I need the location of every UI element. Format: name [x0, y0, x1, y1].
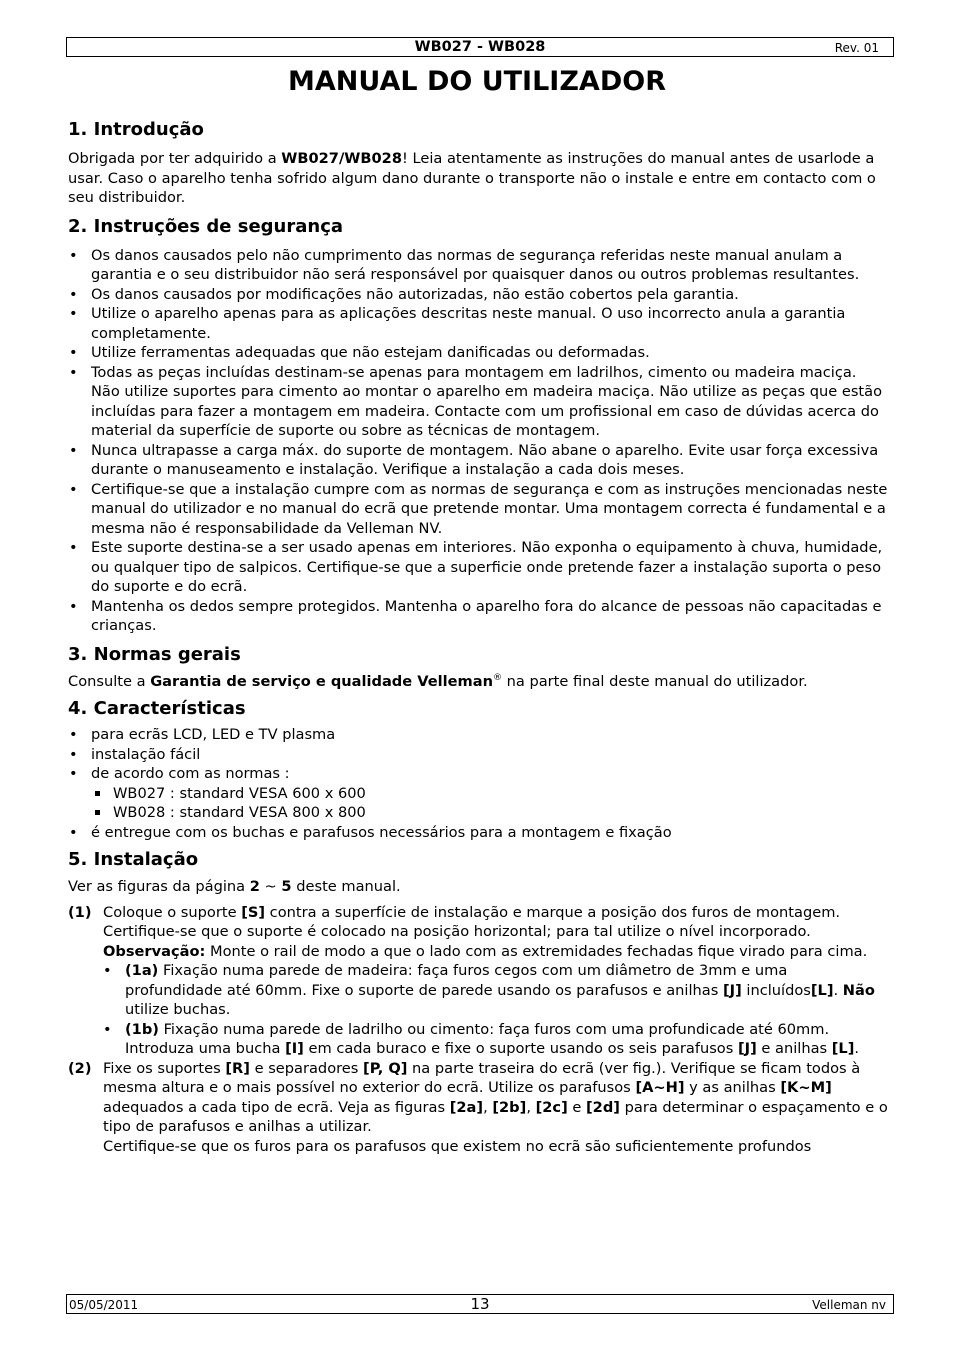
part-ref: [L]: [810, 981, 834, 999]
text: ~: [259, 878, 282, 895]
list-item: • Utilize o aparelho apenas para as aplicações descritas neste manual. O uso incorrecto anula a garantia completamente.: [68, 304, 888, 343]
header-revision: Rev. 01: [834, 41, 879, 55]
figure-ref: [2b]: [492, 1098, 527, 1116]
text: ,: [483, 1098, 493, 1116]
page-ref: 2: [249, 878, 260, 895]
text: para determinar o espaçamento e o tipo de parafusos e anilhas a utilizar.: [103, 1098, 888, 1135]
text: .: [833, 981, 843, 999]
text: Coloque o suporte: [103, 903, 242, 921]
substep-label: (1a): [125, 962, 159, 979]
list-item: • Os danos causados pelo não cumprimento das normas de segurança referidas neste manual anulam a garantia e o seu distribuidor não será responsável por quaisquer danos ou outros problemas resultantes.: [68, 246, 888, 285]
substep-list: [103, 961, 888, 1059]
substep-1b: [103, 1020, 888, 1059]
section-heading-safety: 2. Instruções de segurança: [68, 215, 344, 237]
features-list: [68, 725, 888, 784]
text: na parte final deste manual do utilizador.: [501, 672, 808, 690]
text: Obrigada por ter adquirido a: [68, 150, 282, 167]
figure-ref: [2a]: [449, 1098, 484, 1116]
list-item: • Certifique-se que a instalação cumpre com as normas de segurança e com as instruções mencionadas neste manual do utilizador e no manual do ecrã que pretende montar. Uma montagem correcta é fundamental e a mesma não é responsabilidade da Velleman NV.: [68, 480, 888, 539]
text: Fixação numa parede de madeira: faça furos cegos com um diâmetro de 3mm e uma profundidade até 60mm. Fixe o suporte de parede usando os parafusos e anilhas: [125, 962, 788, 999]
warranty-title: Garantia de serviço e qualidade Velleman: [150, 672, 493, 690]
registered-mark: ®: [492, 672, 502, 683]
standards-list: [68, 784, 888, 823]
list-item: • Mantenha os dedos sempre protegidos. Mantenha o aparelho fora do alcance de pessoas não capacitadas e crianças.: [68, 597, 888, 636]
section-heading-general: 3. Normas gerais: [68, 643, 241, 665]
text: .: [854, 1040, 860, 1057]
text: contra a superfície de instalação e marque a posição dos furos de montagem. Certifique-se que o suporte é colocado na posição horizontal; para tal utilize o nível incorporado.: [103, 903, 841, 940]
page-footer: [66, 1294, 894, 1314]
substep-label: (1b): [125, 1020, 159, 1038]
page-ref: 5: [281, 878, 292, 895]
text: e anilhas: [756, 1040, 832, 1057]
text: y as anilhas: [684, 1079, 781, 1096]
emphasis: Não: [842, 981, 875, 999]
part-ref: [J]: [737, 1040, 757, 1057]
figure-ref: [2d]: [586, 1098, 620, 1116]
product-code: WB027/WB028: [281, 150, 402, 167]
safety-list: [68, 246, 888, 636]
list-item: • de acordo com as normas :: [68, 764, 888, 784]
page-header: [66, 37, 894, 57]
step-text: [103, 1059, 888, 1137]
part-ref: [K~M]: [780, 1079, 832, 1096]
note-label: Observação:: [103, 942, 206, 960]
part-ref: [P, Q]: [363, 1059, 408, 1077]
header-model: WB027 - WB028: [414, 39, 546, 55]
observation-note: [103, 942, 888, 962]
part-ref: [S]: [241, 903, 266, 921]
footer-company: Velleman nv: [812, 1298, 886, 1312]
figure-ref: [2c]: [535, 1098, 568, 1116]
text: utilize buchas.: [125, 1001, 231, 1018]
features-list-end: [68, 823, 888, 843]
text: Consulte a: [68, 672, 151, 690]
intro-paragraph: [68, 149, 888, 208]
section-heading-intro: 1. Introdução: [68, 119, 204, 140]
document-body: [68, 119, 888, 1156]
list-item: WB028 : standard VESA 800 x 800: [68, 803, 888, 823]
part-ref: [L]: [831, 1040, 855, 1057]
text: e: [567, 1098, 587, 1116]
step-number: (1): [68, 903, 92, 921]
install-intro: [68, 877, 888, 897]
text: na parte traseira do ecrã (ver fig.). Verifique se ficam todos à mesma altura e o mais possível no exterior do ecrã. Utilize os parafusos: [103, 1059, 861, 1096]
part-ref: [J]: [722, 981, 742, 999]
part-ref: [A~H]: [635, 1079, 685, 1096]
footer-date: 05/05/2011: [69, 1298, 139, 1312]
list-item: • Todas as peças incluídas destinam-se apenas para montagem em ladrilhos, cimento ou madeira maciça. Não utilize suportes para cimento ao montar o aparelho em madeira maciça. Não utilize as peças que estão incluídas para fazer a montagem em madeira. Contacte com um profissional em caso de dúvidas acerca do material da superfície de suporte ou sobre as técnicas de montagem.: [68, 363, 888, 441]
list-item: • Nunca ultrapasse a carga máx. do suporte de montagem. Não abane o aparelho. Evite usar força excessiva durante o manuseamento e instalação. Verifique a instalação a cada dois meses.: [68, 441, 888, 480]
section-heading-install: 5. Instalação: [68, 849, 199, 870]
general-paragraph: [68, 672, 888, 692]
text: deste manual.: [291, 878, 401, 895]
page-title: MANUAL DO UTILIZADOR: [288, 66, 666, 97]
step-number: (2): [68, 1059, 92, 1077]
text: Fixação numa parede de ladrilho ou cimento: faça furos com uma profundicade até 60mm. Introduza uma bucha: [125, 1020, 830, 1057]
install-step-1: [68, 903, 888, 1059]
list-item: • Os danos causados por modificações não autorizadas, não estão cobertos pela garantia.: [68, 285, 888, 305]
text: Ver as figuras da página: [68, 878, 250, 895]
list-item: • Utilize ferramentas adequadas que não estejam danificadas ou deformadas.: [68, 343, 888, 363]
list-item: • Este suporte destina-se a ser usado apenas em interiores. Não exponha o equipamento à chuva, humidade, ou qualquer tipo de salpicos. Certifique-se que a superficie onde pretende fazer a instalação suporta o peso do suporte e do ecrã.: [68, 538, 888, 597]
text: incluídos: [741, 981, 811, 999]
text: e separadores: [249, 1059, 364, 1077]
text: Fixe os suportes: [103, 1059, 226, 1077]
text: Monte o rail de modo a que o lado com as extremidades fechadas fique virado para cima.: [205, 942, 868, 960]
install-step-2: [68, 1059, 888, 1157]
step-text: [103, 903, 888, 942]
step-text-continued: Certifique-se que os furos para os parafusos que existem no ecrã são suficientemente profundos: [103, 1137, 812, 1155]
list-item: • é entregue com os buchas e parafusos necessários para a montagem e fixação: [68, 823, 888, 843]
part-ref: [R]: [225, 1059, 250, 1077]
part-ref: [I]: [285, 1040, 304, 1057]
text: adequados a cada tipo de ecrã. Veja as figuras: [103, 1098, 450, 1116]
text: ! Leia atentamente as instruções do manual antes de usarlode a usar. Caso o aparelho tenha sofrido algum dano durante o transporte não o instale e entre em contacto com o seu distribuidor.: [68, 150, 876, 206]
text: em cada buraco e fixe o suporte usando os seis parafusos: [303, 1040, 738, 1057]
list-item: WB027 : standard VESA 600 x 600: [68, 784, 888, 804]
list-item: • para ecrãs LCD, LED e TV plasma: [68, 725, 888, 745]
substep-1a: [103, 961, 888, 1020]
page-number: 13: [470, 1295, 490, 1313]
list-item: • instalação fácil: [68, 745, 888, 765]
section-heading-features: 4. Características: [68, 698, 246, 719]
text: ,: [526, 1098, 536, 1116]
